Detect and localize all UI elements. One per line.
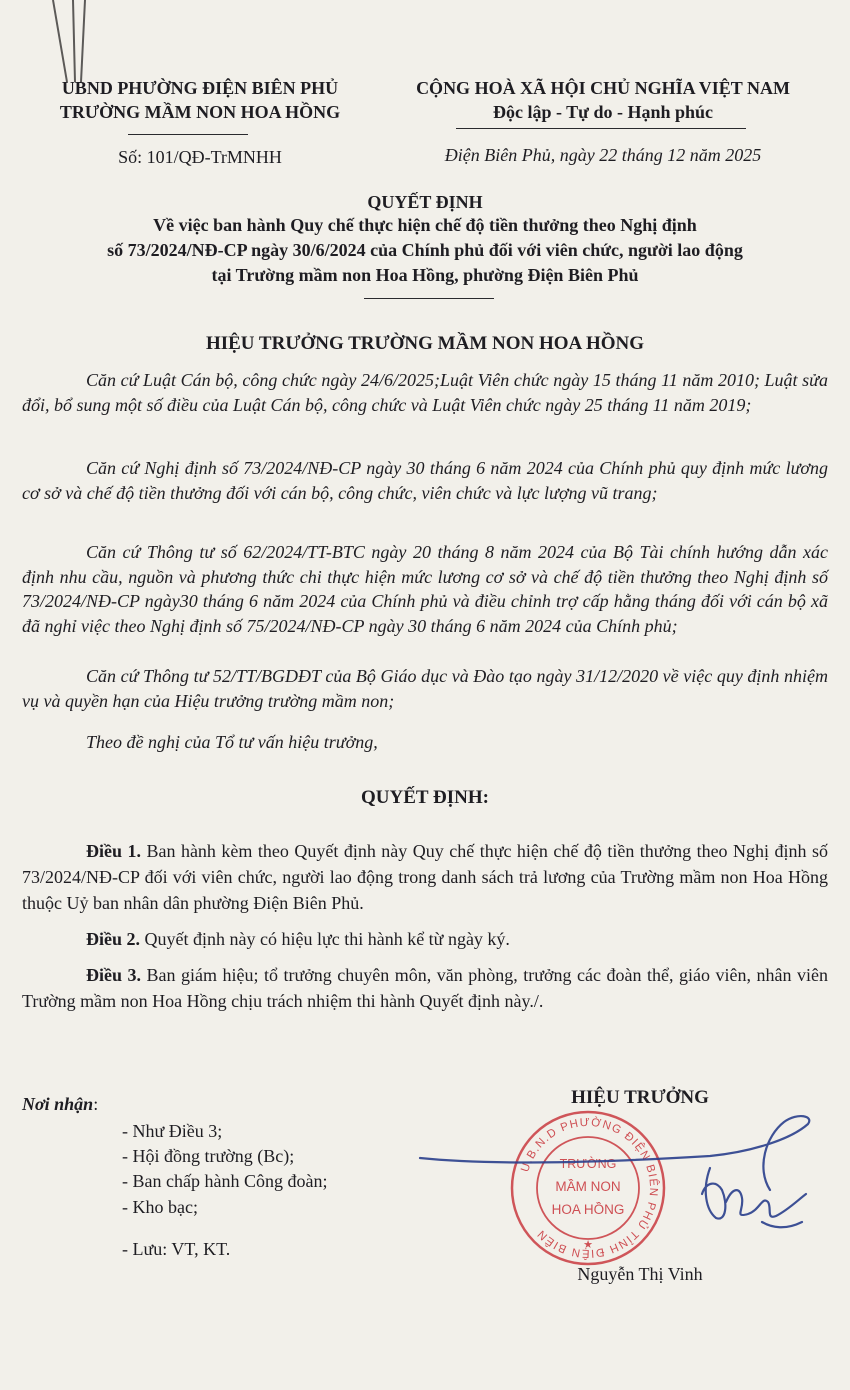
national-motto: Độc lập - Tự do - Hạnh phúc [492,102,714,122]
decision-heading: QUYẾT ĐỊNH: [361,787,489,808]
issuing-authority: HIỆU TRƯỞNG TRƯỜNG MẦM NON HOA HỒNG [205,333,645,354]
article-1-text: Ban hành kèm theo Quyết định này Quy chế thực hiện chế độ tiền thưởng theo Nghị định số 73/2024/NĐ-CP đối với viên chức, người lao động trong danh sách trả lương của Trường mầm non Hoa Hồng thuộc Uỷ ban nhân dân phường Điện Biên Phủ. [22,841,828,913]
legal-basis-3: Căn cứ Thông tư số 62/2024/TT-BTC ngày 20 tháng 8 năm 2024 của Bộ Tài chính hướng dẫn xác định nhu cầu, nguồn và phương thức chi thực hiện mức lương cơ sở và chế độ tiền thưởng theo Nghị định số 73/2024/NĐ-CP ngày30 tháng 6 năm 2024 của Chính phủ và điều chỉnh trợ cấp hằng tháng đối với cán bộ xã đã nghỉ việc theo Nghị định số 75/2024/NĐ-CP ngày 30 tháng 6 năm 2024 của Chính phủ; [22,542,828,636]
signer-name: Nguyễn Thị Vinh [577,1264,703,1284]
article-1-label: Điều 1. [86,841,141,861]
article-3-text: Ban giám hiệu; tổ trưởng chuyên môn, văn phòng, trưởng các đoàn thể, giáo viên, nhân viên Trường mầm non Hoa Hồng chịu trách nhiệm thi hành Quyết định này./. [22,965,828,1011]
header-right-rule [456,128,746,129]
proposal-basis: Theo đề nghị của Tổ tư vấn hiệu trưởng, [86,732,378,752]
article-2-text: Quyết định này có hiệu lực thi hành kể từ ngày ký. [140,929,510,949]
article-1 [22,838,828,916]
agency-name: UBND PHƯỜNG ĐIỆN BIÊN PHỦ [61,78,339,98]
article-2 [22,926,828,952]
national-title: CỘNG HOÀ XÃ HỘI CHỦ NGHĨA VIỆT NAM [416,78,790,98]
issue-date: Điện Biên Phủ, ngày 22 tháng 12 năm 2025 [444,145,762,165]
recipient-item: - Lưu: VT, KT. [122,1239,231,1259]
legal-basis-1: Căn cứ Luật Cán bộ, công chức ngày 24/6/2025;Luật Viên chức ngày 15 tháng 11 năm 2010; Luật sửa đổi, bổ sung một số điều của Luật Cán bộ, công chức và Luật Viên chức ngày 25 tháng 11 năm 2019; [22,370,828,415]
document-number: Số: 101/QĐ-TrMNHH [118,147,282,167]
document-subject-line3: tại Trường mầm non Hoa Hồng, phường Điện Biên Phủ [211,265,639,285]
handwritten-signature [410,1110,830,1250]
document-subject-line1: Về việc ban hành Quy chế thực hiện chế độ tiền thưởng theo Nghị định [153,215,697,235]
article-2-label: Điều 2. [86,929,140,949]
stamp-star-icon: ★ [583,1239,593,1251]
recipient-item: - Hội đồng trường (Bc); [122,1146,295,1166]
header-left-rule [128,134,248,135]
document-title: QUYẾT ĐỊNH [367,192,483,212]
article-3 [22,962,828,1014]
recipient-item: - Ban chấp hành Công đoàn; [122,1171,328,1191]
recipient-item: - Như Điều 3; [122,1121,223,1141]
legal-basis-2: Căn cứ Nghị định số 73/2024/NĐ-CP ngày 30 tháng 6 năm 2024 của Chính phủ quy định mức lương cơ sở và chế độ tiền thưởng đối với cán bộ, công chức, viên chức và lực lượng vũ trang; [22,458,828,503]
svg-text:U.B.N.D PHƯỜNG ĐIỆN BIÊN PHỦ T: U.B.N.D PHƯỜNG ĐIỆN BIÊN PHỦ TỈNH ĐIỆN BIÊN [519,1116,660,1260]
signer-title: HIỆU TRƯỞNG [571,1087,709,1108]
document-subject-line2: số 73/2024/NĐ-CP ngày 30/6/2024 của Chính phủ đối với viên chức, người lao động [107,240,743,260]
school-name: TRƯỜNG MẦM NON HOA HỒNG [59,102,341,122]
title-rule [364,298,494,299]
recipient-item: - Kho bạc; [122,1197,198,1217]
legal-basis-4: Căn cứ Thông tư 52/TT/BGDĐT của Bộ Giáo dục và Đào tạo ngày 31/12/2020 về việc quy định nhiệm vụ và quyền hạn của Hiệu trưởng trường mầm non; [22,666,828,711]
stamp-line-2: MẦM NON [555,1179,621,1194]
recipients-label: Nơi nhận: [22,1094,99,1114]
article-3-label: Điều 3. [86,965,142,985]
stamp-line-1: TRƯỜNG [559,1157,617,1171]
stamp-line-3: HOA HỒNG [551,1202,625,1217]
